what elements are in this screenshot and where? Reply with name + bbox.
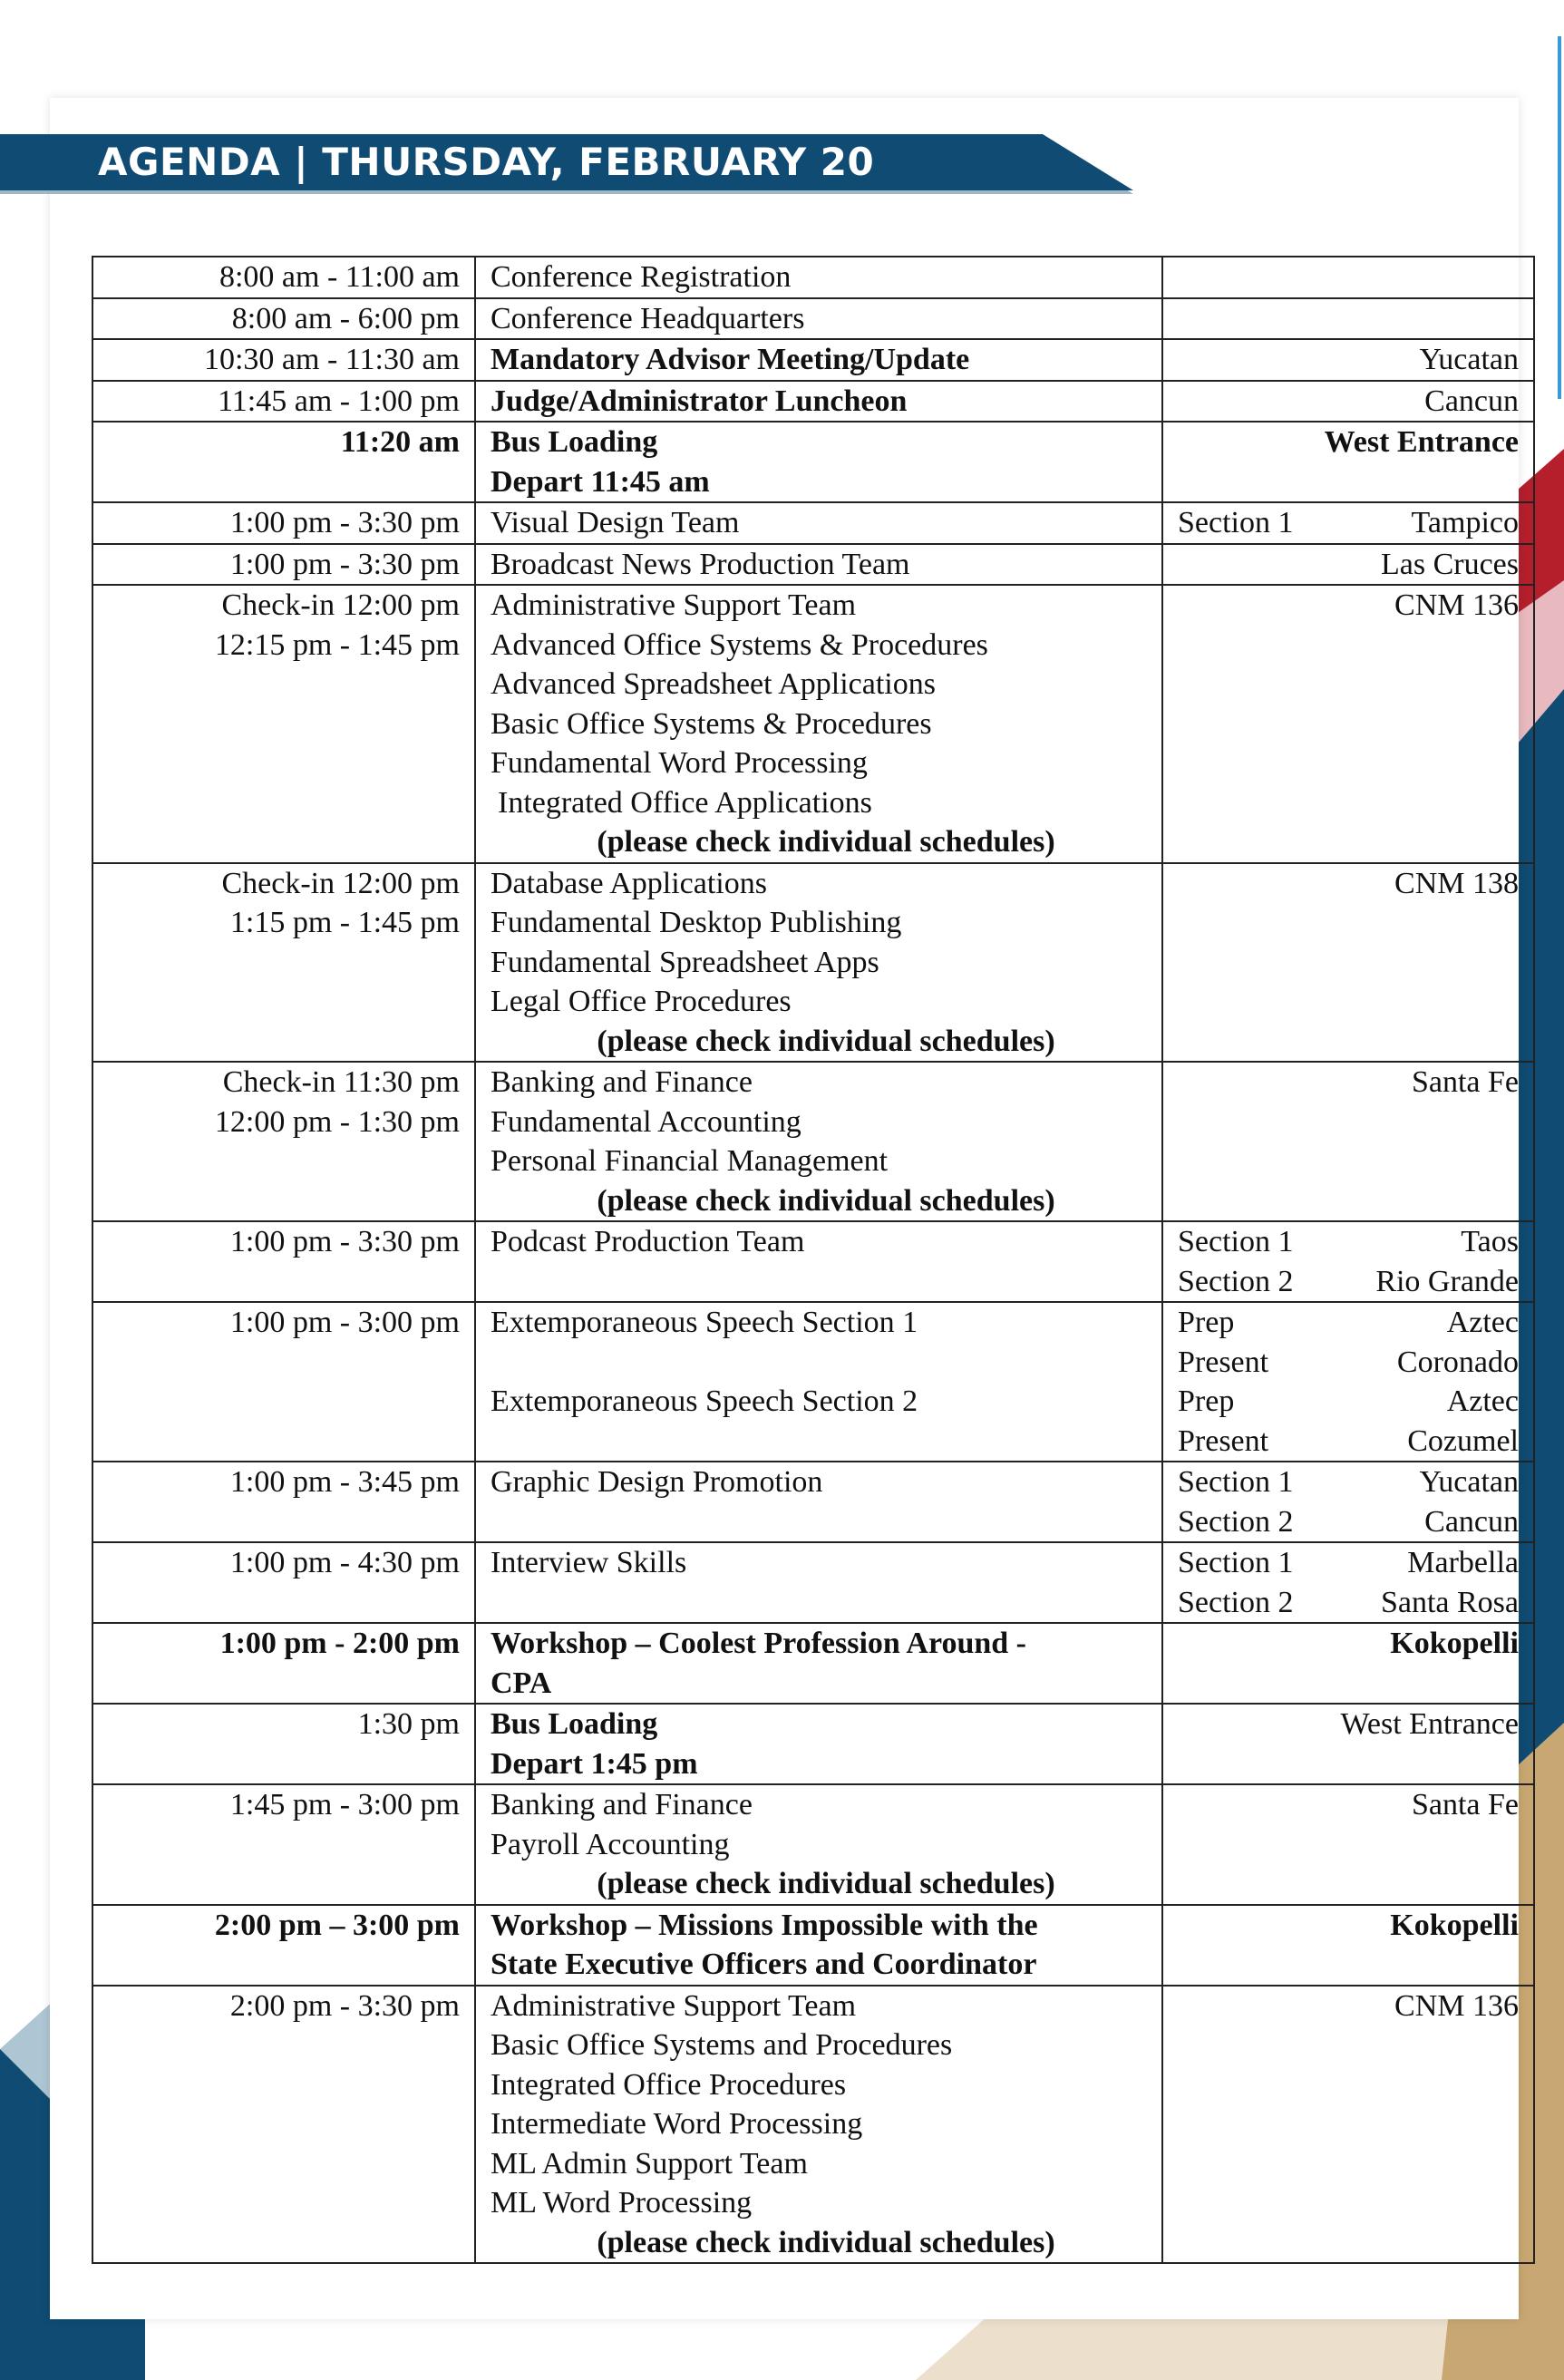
schedule-note: (please check individual schedules) (597, 1183, 1055, 1218)
time-text: 12:00 pm - 1:30 pm (214, 1104, 460, 1139)
schedule-note: (please check individual schedules) (597, 1867, 1055, 1900)
table-row (92, 1221, 1534, 1302)
schedule-note: (please check individual schedules) (597, 1024, 1055, 1058)
section-label: Prep (1178, 1384, 1235, 1418)
table-row (92, 1704, 1534, 1784)
event-text: Workshop – Coolest Profession Around - (491, 1627, 1026, 1660)
time-text: 12:15 pm - 1:45 pm (214, 627, 460, 662)
room-name: Cancun (1424, 1504, 1519, 1539)
time-cell (92, 339, 475, 381)
event-text: Depart 11:45 am (491, 464, 710, 499)
table-row (92, 381, 1534, 423)
location-cell (1162, 1704, 1534, 1784)
event-text: Visual Design Team (491, 506, 740, 539)
event-text: Extemporaneous Speech Section 1 (491, 1306, 918, 1339)
room-name: West Entrance (1324, 425, 1519, 459)
time-text: 1:00 pm - 3:30 pm (229, 1225, 460, 1258)
room-name: CNM 136 (1394, 588, 1519, 622)
room-name: Cozumel (1407, 1423, 1519, 1458)
section-location (1163, 1583, 1519, 1623)
time-text: Check-in 12:00 pm (221, 588, 460, 622)
time-cell (92, 1062, 475, 1221)
location-cell (1162, 381, 1534, 423)
section-location (1163, 1422, 1519, 1462)
event-text: Graphic Design Promotion (491, 1465, 823, 1499)
time-cell (92, 381, 475, 423)
section-label: Prep (1178, 1306, 1235, 1339)
section-label: Section 1 (1178, 506, 1294, 539)
section-location (1163, 1543, 1519, 1583)
event-text: Banking and Finance (491, 1065, 753, 1099)
location-cell (1162, 1062, 1534, 1221)
section-label: Section 2 (1178, 1585, 1294, 1619)
time-cell (92, 502, 475, 544)
room-name: CNM 136 (1394, 1988, 1519, 2023)
time-text: Check-in 12:00 pm (221, 866, 460, 900)
time-cell (92, 544, 475, 586)
event-text: Advanced Office Systems & Procedures (491, 627, 988, 662)
event-text: Workshop – Missions Impossible with the (491, 1908, 1038, 1942)
time-cell (92, 1302, 475, 1462)
blue-edge-line (1558, 36, 1561, 399)
section-location (1163, 1382, 1519, 1422)
event-cell (475, 1784, 1162, 1905)
time-text: 8:00 am - 6:00 pm (231, 301, 460, 335)
location-cell (1162, 1986, 1534, 2264)
location-cell (1162, 298, 1534, 340)
table-row (92, 1905, 1534, 1986)
time-text: 1:00 pm - 3:30 pm (229, 506, 460, 539)
event-cell (475, 1623, 1162, 1704)
time-text: 1:45 pm - 3:00 pm (229, 1788, 460, 1821)
location-cell (1162, 1623, 1534, 1704)
event-cell (475, 1905, 1162, 1986)
time-cell (92, 1221, 475, 1302)
room-name: Yucatan (1419, 343, 1519, 376)
event-cell (475, 1542, 1162, 1623)
event-cell (475, 502, 1162, 544)
room-name: Santa Rosa (1380, 1585, 1519, 1619)
room-name: Yucatan (1419, 1465, 1519, 1499)
event-cell (475, 544, 1162, 586)
event-text: Basic Office Systems & Procedures (491, 706, 932, 741)
section-location (1163, 1502, 1519, 1542)
event-text: Fundamental Spreadsheet Apps (491, 945, 879, 979)
event-cell (475, 422, 1162, 502)
section-label: Section 1 (1178, 1225, 1294, 1258)
table-row (92, 1302, 1534, 1462)
event-text: Fundamental Accounting (491, 1104, 801, 1139)
room-name: Tampico (1411, 506, 1519, 539)
event-text: Legal Office Procedures (491, 985, 792, 1018)
time-cell (92, 1704, 475, 1784)
schedule-note: (please check individual schedules) (597, 825, 1055, 859)
table-row (92, 1784, 1534, 1905)
section-label: Section 2 (1178, 1504, 1294, 1539)
room-name: Santa Fe (1411, 1065, 1519, 1099)
time-text: 1:00 pm - 4:30 pm (229, 1546, 460, 1579)
section-location (1163, 1462, 1519, 1502)
location-cell (1162, 1784, 1534, 1905)
event-text: Broadcast News Production Team (491, 547, 910, 581)
event-text: Basic Office Systems and Procedures (491, 2028, 953, 2062)
event-text: Bus Loading (491, 425, 658, 459)
event-cell (475, 1221, 1162, 1302)
room-name: Santa Fe (1411, 1788, 1519, 1821)
section-location (1163, 1303, 1519, 1343)
event-text: ML Word Processing (491, 2186, 753, 2220)
event-text: Database Applications (491, 866, 767, 900)
time-text: 1:00 pm - 3:30 pm (229, 547, 460, 581)
time-text: 2:00 pm – 3:00 pm (214, 1908, 460, 1942)
section-location (1163, 1343, 1519, 1383)
event-cell (475, 339, 1162, 381)
event-cell (475, 863, 1162, 1063)
time-text: 1:00 pm - 3:00 pm (229, 1306, 460, 1339)
table-row (92, 1462, 1534, 1542)
section-label: Section 1 (1178, 1546, 1294, 1579)
location-cell (1162, 1905, 1534, 1986)
time-cell (92, 1784, 475, 1905)
table-row (92, 1623, 1534, 1704)
time-text: 1:00 pm - 2:00 pm (219, 1627, 460, 1660)
event-text: Interview Skills (491, 1546, 687, 1579)
event-text: Personal Financial Management (491, 1144, 889, 1178)
time-cell (92, 298, 475, 340)
room-name: Kokopelli (1390, 1627, 1519, 1660)
event-text: Banking and Finance (491, 1788, 753, 1821)
room-name: Taos (1461, 1225, 1519, 1258)
room-name: Coronado (1396, 1345, 1519, 1379)
event-text: Extemporaneous Speech Section 2 (491, 1384, 918, 1418)
event-text: Mandatory Advisor Meeting/Update (491, 343, 970, 376)
table-row (92, 422, 1534, 502)
section-label: Section 2 (1178, 1264, 1294, 1298)
event-text: Podcast Production Team (491, 1225, 805, 1258)
table-row (92, 585, 1534, 863)
event-text: Intermediate Word Processing (491, 2107, 863, 2141)
room-name: West Entrance (1340, 1707, 1519, 1741)
location-cell (1162, 1302, 1534, 1462)
time-cell (92, 1462, 475, 1542)
location-cell (1162, 863, 1534, 1063)
time-cell (92, 1986, 475, 2264)
table-row (92, 339, 1534, 381)
time-cell (92, 1623, 475, 1704)
event-text: Administrative Support Team (491, 588, 857, 622)
table-row (92, 863, 1534, 1063)
event-text: Integrated Office Procedures (491, 2067, 847, 2102)
table-row (92, 1542, 1534, 1623)
time-cell (92, 1542, 475, 1623)
event-text: Integrated Office Applications (498, 785, 872, 820)
event-cell (475, 1704, 1162, 1784)
location-cell (1162, 585, 1534, 863)
agenda-table (92, 256, 1535, 2264)
event-text: State Executive Officers and Coordinator (491, 1948, 1037, 1981)
event-text: ML Admin Support Team (491, 2146, 808, 2181)
event-text: Depart 1:45 pm (491, 1746, 698, 1781)
location-cell (1162, 257, 1534, 298)
time-cell (92, 422, 475, 502)
room-name: Aztec (1446, 1384, 1519, 1418)
event-text: Administrative Support Team (491, 1988, 857, 2023)
event-cell (475, 298, 1162, 340)
time-text: 11:20 am (340, 425, 460, 459)
event-cell (475, 1062, 1162, 1221)
event-cell (475, 381, 1162, 423)
table-row (92, 544, 1534, 586)
event-text: Advanced Spreadsheet Applications (491, 667, 936, 701)
room-name: Marbella (1407, 1546, 1519, 1579)
time-text: 1:00 pm - 3:45 pm (229, 1465, 460, 1499)
time-cell (92, 863, 475, 1063)
event-text: Bus Loading (491, 1707, 658, 1741)
section-location (1163, 1222, 1519, 1262)
time-text: 8:00 am - 11:00 am (219, 260, 460, 294)
table-row (92, 502, 1534, 544)
time-cell (92, 585, 475, 863)
event-cell (475, 1462, 1162, 1542)
time-text: 2:00 pm - 3:30 pm (229, 1988, 460, 2023)
room-name: Kokopelli (1390, 1908, 1519, 1942)
room-name: CNM 138 (1394, 866, 1519, 900)
location-cell (1162, 502, 1534, 544)
table-row (92, 257, 1534, 298)
table-row (92, 1062, 1534, 1221)
section-location (1163, 1262, 1519, 1302)
schedule-note: (please check individual schedules) (597, 2225, 1055, 2259)
room-name: Rio Grande (1375, 1264, 1519, 1298)
event-text: Conference Registration (491, 260, 792, 294)
time-text: Check-in 11:30 pm (222, 1065, 460, 1099)
event-cell (475, 257, 1162, 298)
location-cell (1162, 1462, 1534, 1542)
time-text: 1:15 pm - 1:45 pm (229, 906, 460, 939)
time-text: 11:45 am - 1:00 pm (218, 384, 460, 418)
event-text: Fundamental Word Processing (491, 746, 868, 780)
section-location (1163, 503, 1519, 543)
event-cell (475, 1302, 1162, 1462)
page-title: AGENDA | THURSDAY, FEBRUARY 20 (98, 140, 875, 184)
room-name: Cancun (1424, 384, 1519, 418)
event-text: Fundamental Desktop Publishing (491, 906, 902, 939)
location-cell (1162, 544, 1534, 586)
event-cell (475, 1986, 1162, 2264)
location-cell (1162, 1542, 1534, 1623)
location-cell (1162, 1221, 1534, 1302)
location-cell (1162, 422, 1534, 502)
table-row (92, 1986, 1534, 2264)
event-text: Judge/Administrator Luncheon (491, 384, 908, 418)
agenda-table-body (92, 257, 1534, 2263)
location-cell (1162, 339, 1534, 381)
section-label: Section 1 (1178, 1465, 1294, 1499)
event-text: Payroll Accounting (491, 1827, 730, 1861)
event-text (491, 1422, 1161, 1462)
room-name: Aztec (1446, 1306, 1519, 1339)
event-cell (475, 585, 1162, 863)
event-text: CPA (491, 1666, 552, 1700)
room-name: Las Cruces (1380, 547, 1519, 581)
time-text: 1:30 pm (357, 1707, 460, 1741)
section-label: Present (1178, 1423, 1269, 1458)
time-text: 10:30 am - 11:30 am (203, 343, 460, 376)
time-cell (92, 1905, 475, 1986)
time-cell (92, 257, 475, 298)
table-row (92, 298, 1534, 340)
event-text (491, 1343, 1161, 1383)
event-text: Conference Headquarters (491, 301, 805, 335)
section-label: Present (1178, 1345, 1269, 1379)
